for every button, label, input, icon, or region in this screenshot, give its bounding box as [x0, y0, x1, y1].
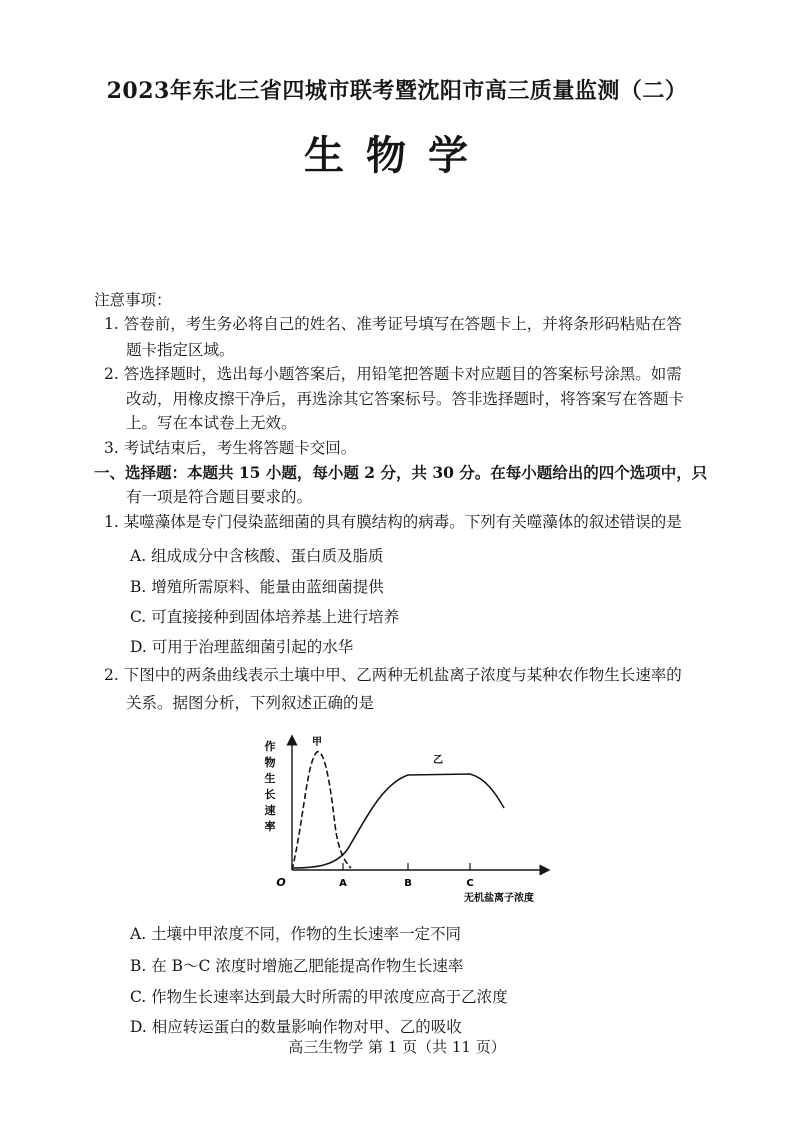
x-tick-label-b: B — [404, 878, 412, 889]
growth-rate-chart — [255, 730, 555, 910]
question-1-option-d: D. 可用于治理蓝细菌引起的水华 — [130, 638, 354, 656]
question-1-option-b: B. 增殖所需原料、能量由蓝细菌提供 — [130, 578, 384, 596]
question-2-stem-cont: 关系。据图分析，下列叙述正确的是 — [126, 694, 375, 712]
question-2-option-d: D. 相应转运蛋白的数量影响作物对甲、乙的吸收 — [130, 1018, 462, 1036]
notice-line: 1. 答卷前，考生务必将自己的姓名、准考证号填写在答题卡上，并将条形码粘贴在答 — [104, 315, 682, 333]
question-2-option-c: C. 作物生长速率达到最大时所需的甲浓度应高于乙浓度 — [130, 988, 508, 1006]
question-1-stem: 1. 某噬藻体是专门侵染蓝细菌的具有膜结构的病毒。下列有关噬藻体的叙述错误的是 — [104, 513, 682, 531]
series-yi-curve — [292, 774, 504, 868]
notice-heading: 注意事项： — [94, 291, 172, 309]
question-2-option-b: B. 在 B～C 浓度时增施乙肥能提高作物生长速率 — [130, 957, 464, 975]
series-jia-label: 甲 — [312, 737, 322, 748]
y-axis-label-char: 作 — [264, 740, 276, 753]
exam-title: 2023年东北三省四城市联考暨沈阳市高三质量监测（二） — [106, 78, 688, 104]
notice-line: 上。写在本试卷上无效。 — [126, 414, 297, 432]
notice-line: 改动，用橡皮擦干净后，再选涂其它答案标号。答非选择题时，将答案写在答题卡 — [126, 390, 685, 408]
section-heading-cont: 有一项是符合题目要求的。 — [126, 488, 313, 506]
y-axis-label-char: 长 — [264, 788, 276, 801]
notice-line: 3. 考试结束后，考生将答题卡交回。 — [104, 439, 357, 457]
series-jia-curve — [292, 752, 351, 870]
question-2-option-a: A. 土壤中甲浓度不同，作物的生长速率一定不同 — [130, 925, 462, 943]
question-2-stem: 2. 下图中的两条曲线表示土壤中甲、乙两种无机盐离子浓度与某种农作物生长速率的 — [104, 666, 682, 684]
x-tick-label-c: C — [466, 878, 474, 889]
page-footer: 高三生物学 第 1 页（共 11 页） — [288, 1038, 506, 1056]
y-axis-label-char: 速 — [264, 804, 276, 817]
question-1-option-a: A. 组成成分中含核酸、蛋白质及脂质 — [130, 547, 384, 565]
notice-line: 题卡指定区域。 — [126, 341, 235, 359]
x-axis-label: 无机盐离子浓度 — [464, 893, 534, 904]
x-tick-label-a: A — [339, 878, 347, 889]
origin-label: O — [276, 876, 286, 889]
question-1-option-c: C. 可直接接种到固体培养基上进行培养 — [130, 608, 400, 626]
y-axis-label-char: 生 — [264, 772, 276, 785]
section-heading: 一、选择题：本题共 15 小题，每小题 2 分，共 30 分。在每小题给出的四个选项中，只 — [94, 463, 708, 482]
notice-line: 2. 答选择题时，选出每小题答案后，用铅笔把答题卡对应题目的答案标号涂黑。如需 — [104, 365, 682, 383]
y-axis-label-char: 物 — [264, 756, 276, 769]
y-axis-label-char: 率 — [264, 820, 276, 833]
subject-title: 生物学 — [304, 132, 490, 179]
series-yi-label: 乙 — [433, 755, 443, 766]
